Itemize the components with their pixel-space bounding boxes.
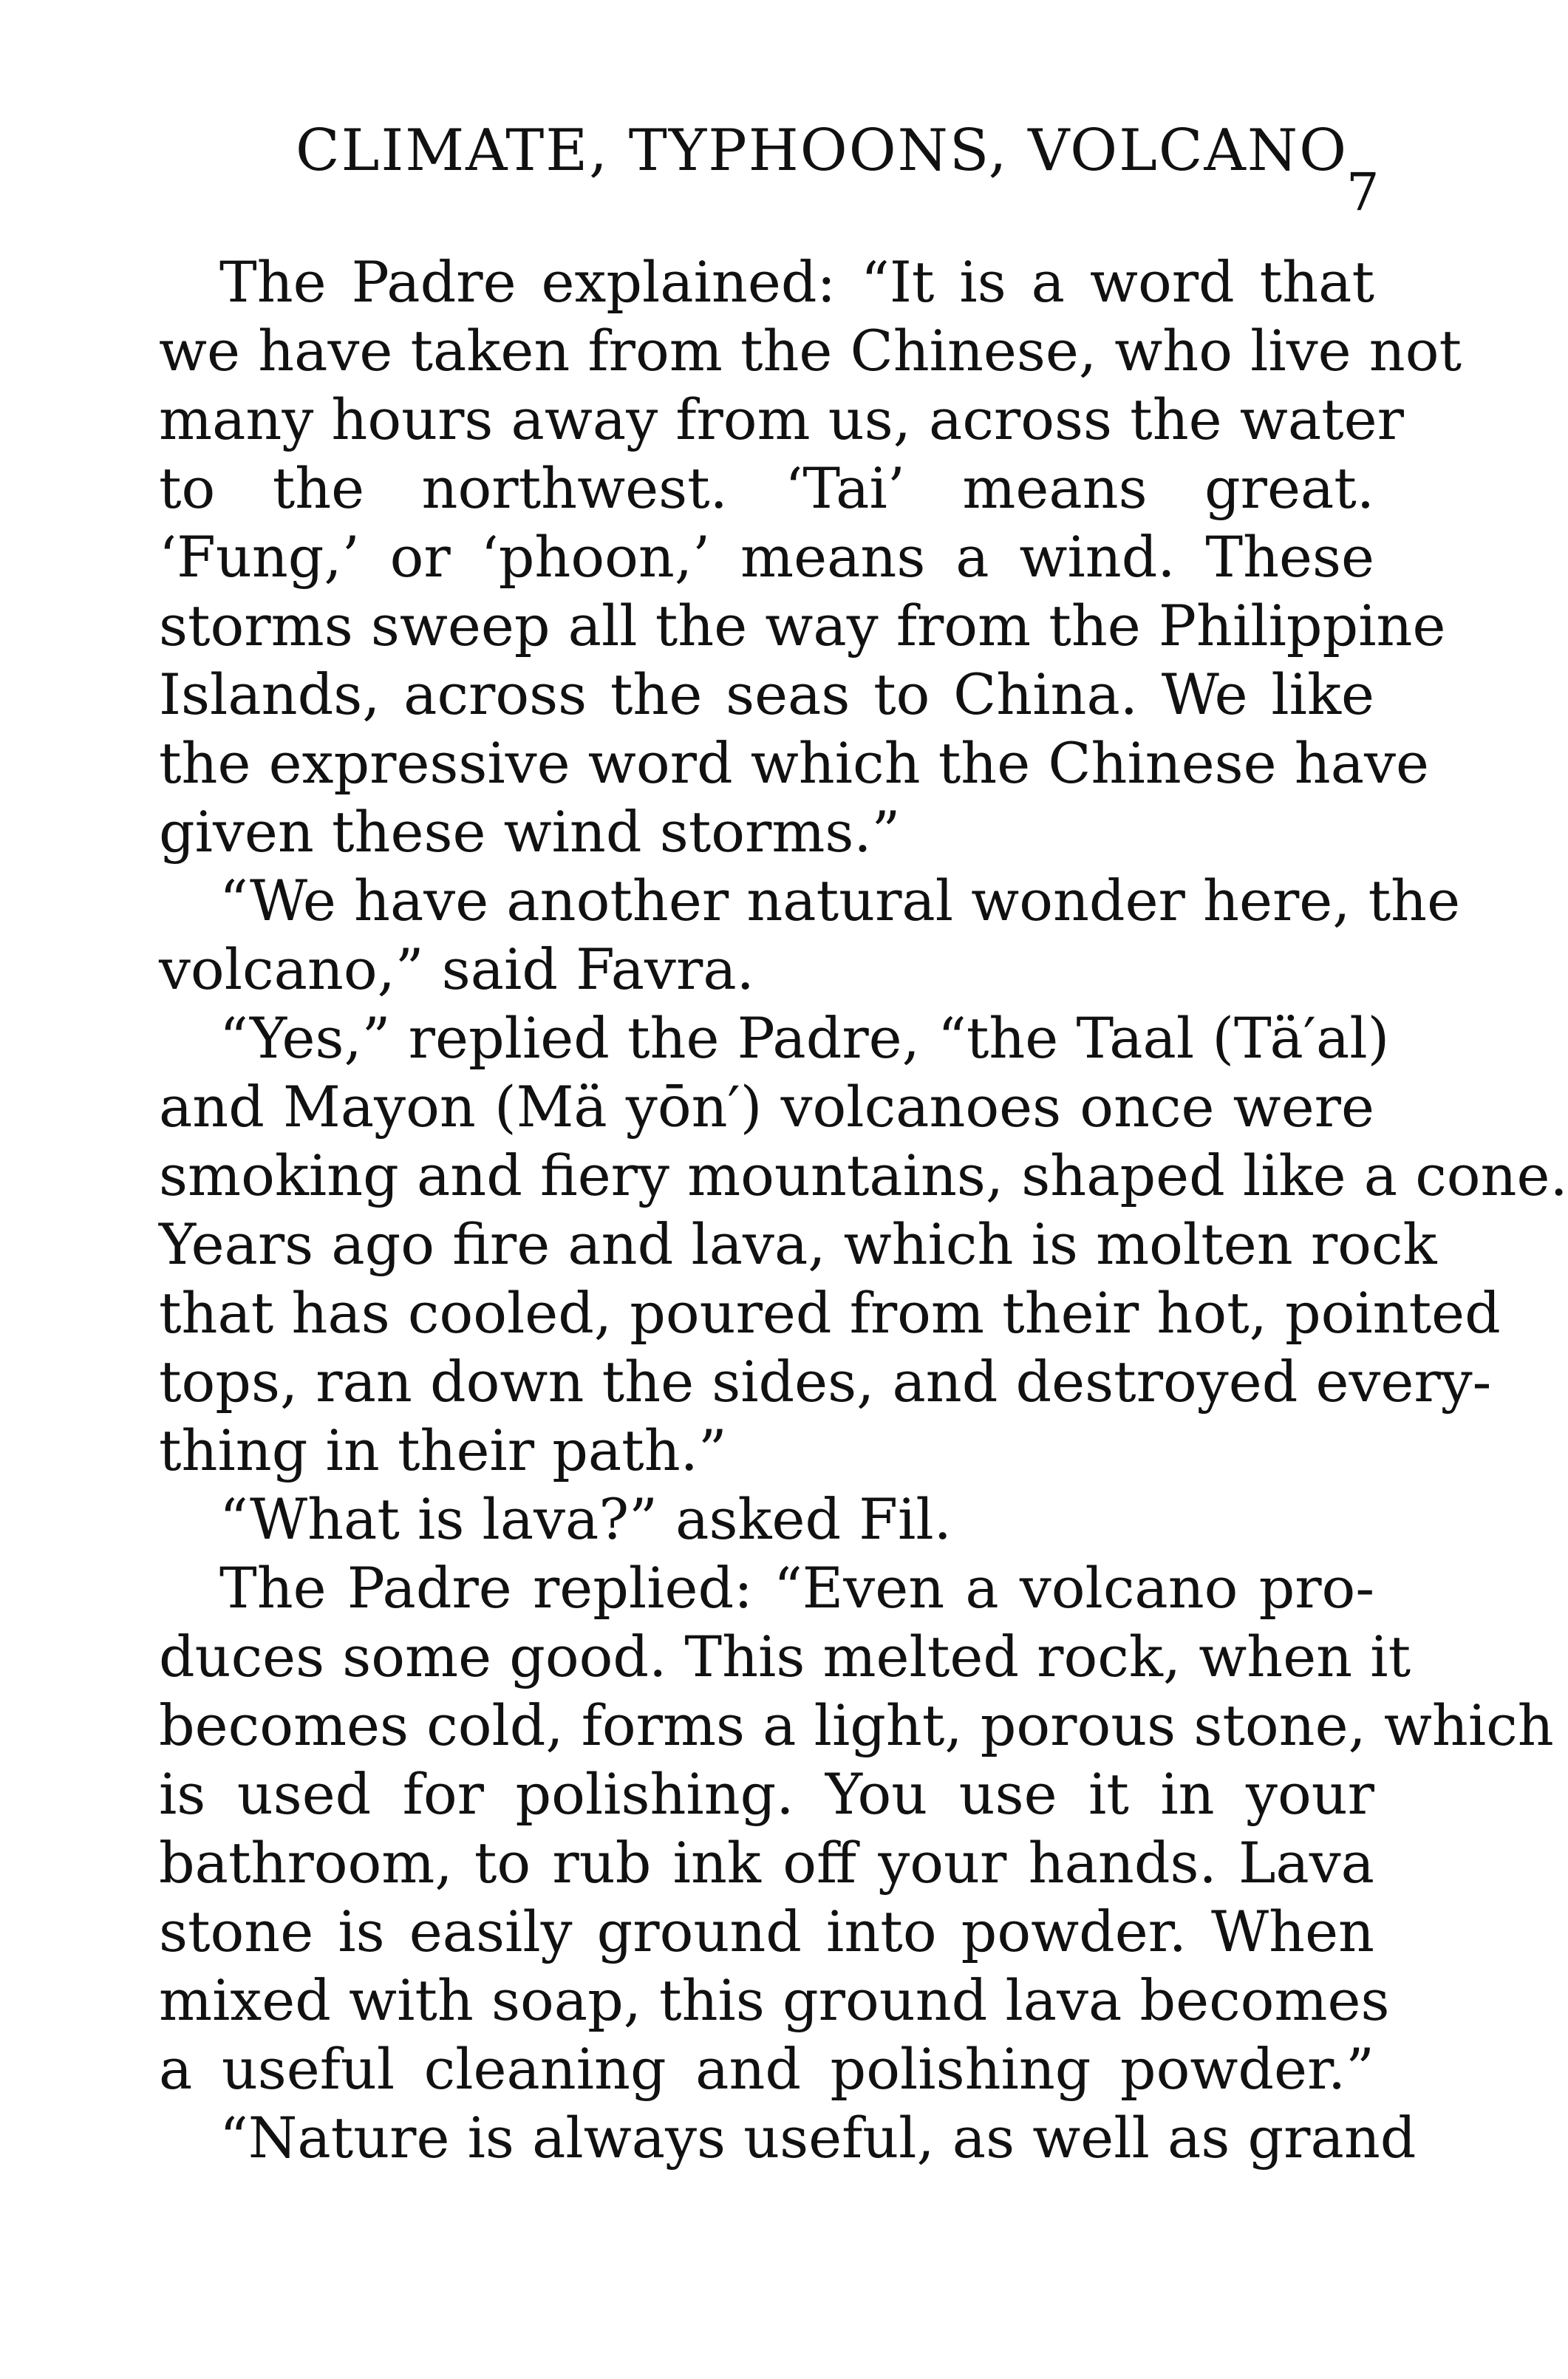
- text-line: we have taken from the Chinese, who live not: [159, 318, 1462, 384]
- text-line: “Nature is always useful, as well as grand: [219, 2105, 1417, 2171]
- page-number: 7: [1346, 162, 1380, 222]
- text-line: is used for polishing. You use it in your: [159, 1761, 1374, 1827]
- text-line: The Padre replied: “Even a volcano pro-: [219, 1555, 1374, 1621]
- text-line: a useful cleaning and polishing powder.”: [159, 2036, 1374, 2102]
- text-line: stone is easily ground into powder. When: [159, 1899, 1374, 1964]
- text-line: to the northwest. ‘Tai’ means great.: [159, 455, 1374, 521]
- text-line: “What is lava?” asked Fil.: [219, 1486, 952, 1552]
- text-line: Islands, across the seas to China. We like: [159, 661, 1374, 727]
- text-line: the expressive word which the Chinese have: [159, 730, 1429, 796]
- text-line: and Mayon (Mä yōn′) volcanoes once were: [159, 1074, 1374, 1140]
- text-line: many hours away from us, across the water: [159, 387, 1404, 452]
- text-line: that has cooled, poured from their hot, pointed: [159, 1280, 1501, 1346]
- text-line: duces some good. This melted rock, when it: [159, 1624, 1411, 1689]
- text-line: ‘Fung,’ or ‘phoon,’ means a wind. These: [159, 524, 1374, 590]
- text-line: mixed with soap, this ground lava becomes: [159, 1967, 1390, 2033]
- text-line: “Yes,” replied the Padre, “the Taal (Tä′al): [219, 1005, 1390, 1071]
- text-line: given these wind storms.”: [159, 799, 901, 865]
- text-line: thing in their path.”: [159, 1417, 727, 1483]
- text-line: becomes cold, forms a light, porous stone, which: [159, 1692, 1554, 1758]
- running-head: CLIMATE, TYPHOONS, VOLCANO: [296, 118, 1349, 184]
- text-line: tops, ran down the sides, and destroyed every-: [159, 1349, 1492, 1415]
- text-line: bathroom, to rub ink off your hands. Lava: [159, 1830, 1374, 1896]
- text-line: smoking and fiery mountains, shaped like a cone.: [159, 1143, 1568, 1208]
- body-text: [159, 248, 1568, 2172]
- text-line: Years ago fire and lava, which is molten rock: [159, 1211, 1437, 1277]
- text-line: The Padre explained: “It is a word that: [219, 249, 1374, 315]
- text-line: storms sweep all the way from the Philippine: [159, 593, 1446, 658]
- text-line: “We have another natural wonder here, the: [219, 868, 1461, 933]
- text-line: volcano,” said Favra.: [159, 936, 754, 1002]
